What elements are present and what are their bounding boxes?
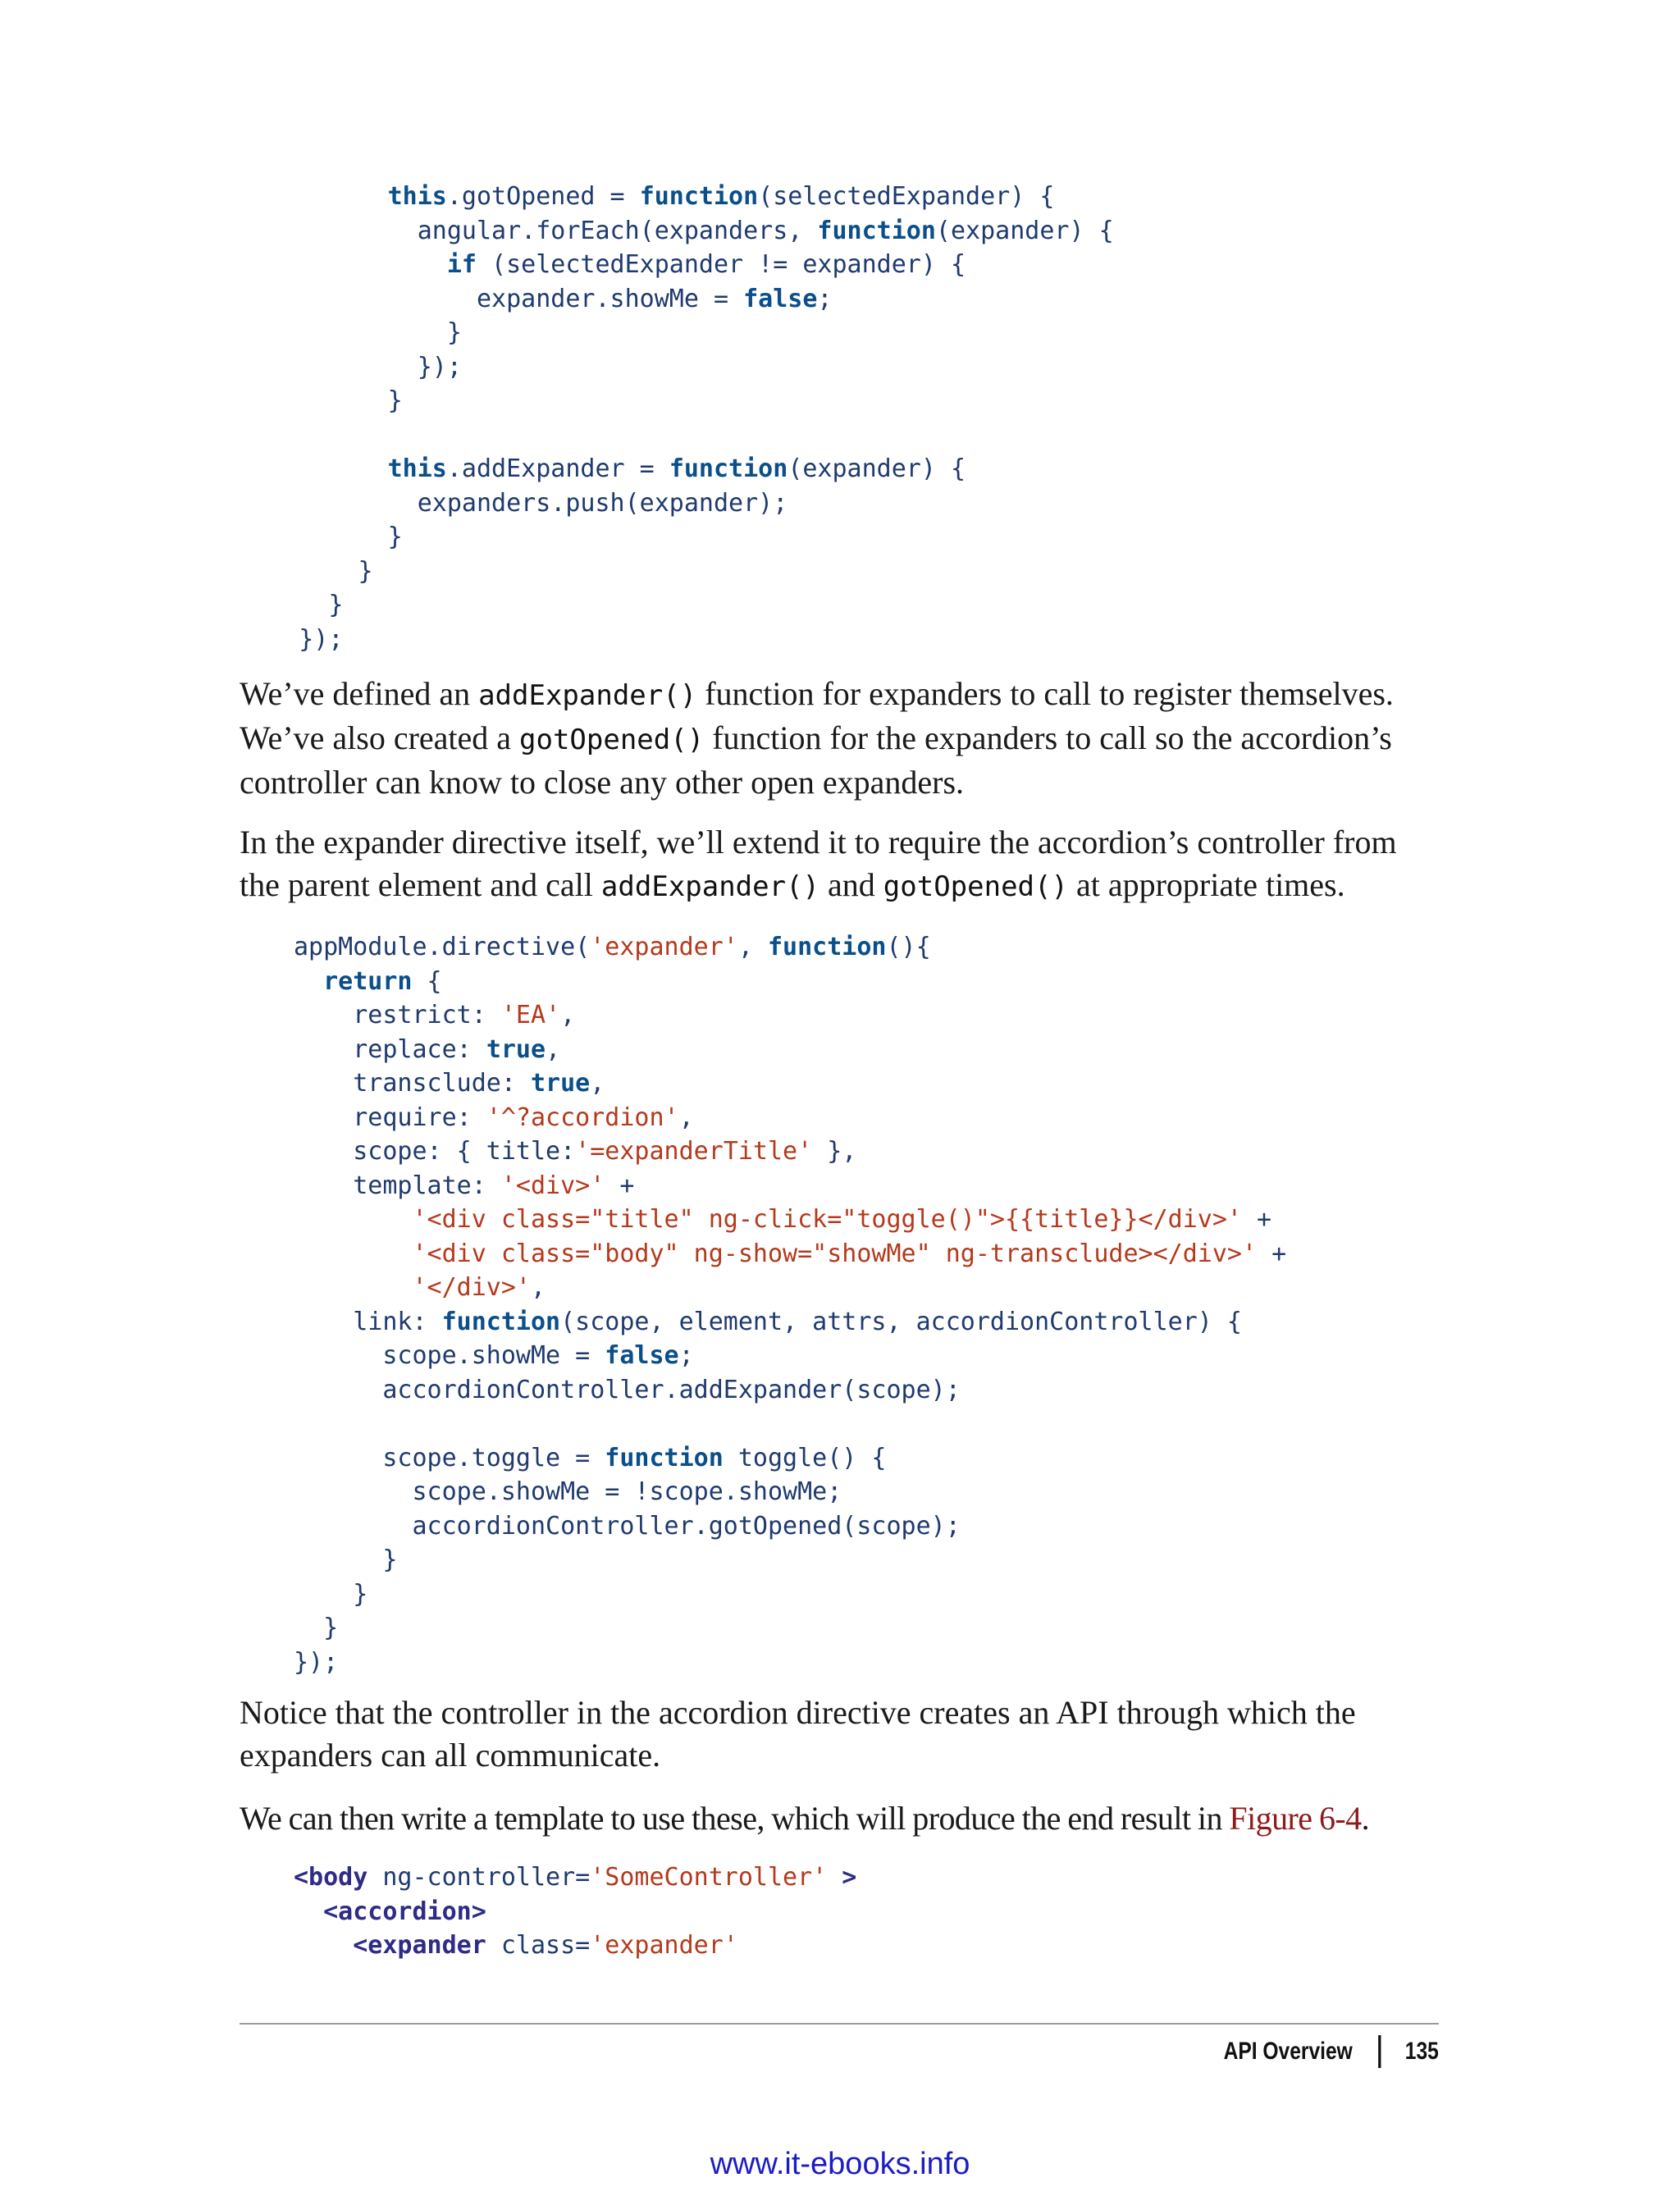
code-line — [294, 998, 1286, 1033]
text-run: We’ve defined an — [240, 675, 479, 712]
text-run: accordionController.addExpander(scope); — [294, 1375, 961, 1404]
code-token-str: 'expander' — [590, 1931, 738, 1960]
page-number: 135 — [1404, 2038, 1439, 2065]
code-line — [240, 623, 1114, 657]
code-line — [240, 282, 1114, 317]
watermark-link[interactable]: www.it-ebooks.info — [710, 2147, 970, 2181]
code-block-expander-directive — [294, 930, 1286, 1679]
code-token-kw: false — [605, 1341, 679, 1370]
text-run: , — [678, 1102, 694, 1132]
paragraph-template-intro — [240, 1797, 1439, 1840]
text-run: (){ — [886, 933, 931, 961]
text-run — [294, 1239, 413, 1268]
code-line — [240, 452, 1114, 486]
inline-code: gotOpened() — [519, 724, 705, 756]
footer-separator — [1378, 2035, 1381, 2068]
code-token-tag: <expander — [353, 1931, 486, 1960]
text-run: class= — [486, 1931, 591, 1960]
text-run: , — [546, 1034, 561, 1064]
text-run: , — [560, 1001, 576, 1029]
text-run: function for the expanders to call so the accordion’s controller can know to close any other open expanders. — [240, 719, 1392, 801]
text-run: In the expander directive itself, we’ll extend it to require the accordion’s controller from the parent element and call — [240, 824, 1397, 903]
inline-code: addExpander() — [600, 870, 820, 903]
code-line — [240, 248, 1114, 282]
text-run: link: — [294, 1307, 442, 1336]
text-run: , — [590, 1069, 605, 1098]
code-token-tag: <body — [294, 1863, 368, 1892]
code-token-kw: function — [767, 933, 887, 961]
text-run: (expander) { — [935, 216, 1114, 245]
inline-code: gotOpened() — [883, 870, 1068, 903]
text-run: scope: { title: — [294, 1137, 576, 1166]
text-run: at appropriate times. — [1067, 866, 1345, 903]
code-block-controller — [240, 180, 1114, 656]
code-token-kw: function — [605, 1443, 724, 1472]
text-run: template: — [294, 1171, 501, 1200]
inline-code: addExpander() — [478, 679, 697, 712]
code-line — [240, 214, 1114, 249]
text-run: } — [294, 1579, 368, 1609]
code-token-kw: false — [743, 284, 818, 313]
code-line — [294, 1101, 1286, 1135]
paragraph-api-notice — [240, 1691, 1439, 1777]
text-run: and — [819, 866, 883, 903]
code-line — [294, 1577, 1286, 1612]
text-run: , — [737, 933, 768, 961]
paragraph-expander-directive — [240, 821, 1439, 908]
code-token-kw: true — [530, 1069, 591, 1098]
text-run — [294, 1931, 353, 1960]
text-run: } — [240, 386, 403, 415]
figure-reference-link[interactable]: Figure 6-4 — [1229, 1800, 1362, 1837]
text-run — [294, 1205, 413, 1234]
text-run: ; — [817, 284, 833, 313]
code-line — [294, 1203, 1286, 1237]
code-token-kw: true — [486, 1034, 546, 1064]
text-run: expanders.push(expander); — [240, 488, 788, 518]
text-run: angular.forEach(expanders, — [240, 216, 818, 245]
code-token-str: '</div>' — [412, 1273, 531, 1302]
text-run: }); — [240, 352, 462, 381]
text-run — [294, 1897, 323, 1926]
code-token-tag: <accordion> — [323, 1897, 486, 1926]
code-line — [240, 180, 1114, 214]
code-line — [294, 1860, 856, 1895]
code-line — [294, 1929, 856, 1963]
code-token-kw: function — [639, 182, 759, 211]
code-line — [294, 1407, 1286, 1441]
code-line — [240, 486, 1114, 521]
text-run — [827, 1863, 842, 1892]
code-line — [294, 1134, 1286, 1169]
text-run: + — [605, 1171, 635, 1200]
text-run: (expander) { — [788, 454, 966, 483]
text-run: } — [240, 591, 344, 619]
code-line — [240, 418, 1114, 453]
code-token-str: 'EA' — [500, 1001, 561, 1029]
text-run — [240, 454, 388, 483]
code-token-str: '<div>' — [500, 1171, 605, 1200]
text-run: scope.showMe = !scope.showMe; — [294, 1477, 842, 1506]
code-line — [294, 1033, 1286, 1067]
text-run — [240, 182, 388, 211]
text-run: scope.showMe = — [294, 1341, 605, 1370]
text-run: ng-controller= — [368, 1863, 591, 1892]
text-run: We can then write a template to use these, which will produce the end result in — [240, 1800, 1230, 1837]
code-line — [294, 965, 1286, 999]
text-run: + — [1257, 1239, 1287, 1268]
code-token-kw: return — [323, 966, 413, 996]
text-run: . — [1361, 1800, 1370, 1837]
code-token-tag: > — [842, 1863, 857, 1892]
code-line — [240, 520, 1114, 555]
text-run: }); — [294, 1647, 339, 1677]
code-block-template — [294, 1860, 856, 1963]
code-token-str: 'SomeController' — [590, 1863, 828, 1892]
text-run: appModule.directive( — [294, 933, 591, 961]
code-line — [294, 1271, 1286, 1305]
text-run: toggle() { — [723, 1443, 887, 1472]
text-run: }); — [240, 624, 344, 654]
text-run: }, — [812, 1137, 857, 1166]
text-run: Notice that the controller in the accordion directive creates an API through which the expanders can all communicate. — [240, 1694, 1356, 1774]
code-line — [294, 1441, 1286, 1476]
page-footer — [1224, 2035, 1439, 2068]
text-run: } — [240, 556, 373, 586]
text-run: restrict: — [294, 1001, 501, 1029]
code-line — [240, 555, 1114, 589]
code-token-str: '^?accordion' — [486, 1102, 679, 1132]
code-line — [294, 1373, 1286, 1408]
text-run: function for expanders to call to register themselves. We’ve also created a — [240, 675, 1394, 756]
text-run: , — [531, 1273, 546, 1302]
text-run: + — [1241, 1205, 1272, 1234]
code-line — [294, 1305, 1286, 1340]
code-line — [294, 930, 1286, 965]
code-line — [294, 1646, 1286, 1680]
text-run: require: — [294, 1102, 486, 1132]
text-run: replace: — [294, 1034, 486, 1064]
text-run: scope.toggle = — [294, 1443, 605, 1472]
code-line — [294, 1066, 1286, 1101]
code-token-str: '=expanderTitle' — [575, 1137, 813, 1166]
code-line — [294, 1169, 1286, 1203]
text-run: } — [294, 1614, 339, 1642]
text-run — [294, 1273, 413, 1302]
text-run — [294, 967, 323, 996]
code-token-kw: function — [817, 216, 936, 245]
code-line — [294, 1543, 1286, 1577]
code-line — [294, 1237, 1286, 1271]
code-token-kw: function — [669, 454, 788, 483]
footer-rule — [240, 2023, 1439, 2025]
footer-section-title: API Overview — [1223, 2038, 1353, 2065]
text-run: } — [240, 523, 403, 551]
code-token-kw: this — [387, 454, 447, 483]
text-run: accordionController.gotOpened(scope); — [294, 1511, 961, 1541]
code-token-str: '<div class="body" ng-show="showMe" ng-transclude></div>' — [412, 1239, 1258, 1268]
code-line — [240, 350, 1114, 385]
text-run: ; — [678, 1341, 694, 1370]
text-run — [240, 250, 447, 279]
code-line — [294, 1475, 1286, 1509]
code-line — [294, 1895, 856, 1929]
code-line — [240, 316, 1114, 350]
code-line — [294, 1339, 1286, 1373]
text-run: (scope, element, attrs, accordionController) { — [560, 1307, 1242, 1336]
text-run: } — [294, 1545, 398, 1574]
code-line — [240, 588, 1114, 623]
text-run: .gotOpened = — [446, 182, 640, 211]
text-run: expander.showMe = — [240, 284, 744, 313]
code-line — [294, 1611, 1286, 1646]
paragraph-addexpander — [240, 673, 1439, 804]
code-token-str: 'expander' — [590, 933, 738, 961]
text-run: { — [412, 966, 442, 996]
code-token-str: '<div class="title" ng-click="toggle()">{{title}}</div>' — [412, 1205, 1242, 1234]
text-run: transclude: — [294, 1069, 531, 1098]
text-run: (selectedExpander != expander) { — [477, 250, 966, 279]
code-token-kw: this — [387, 182, 447, 211]
code-token-kw: function — [441, 1307, 561, 1336]
code-token-kw: if — [446, 250, 477, 279]
text-run: } — [240, 318, 462, 347]
text-run: (selectedExpander) { — [758, 182, 1055, 211]
text-run: .addExpander = — [446, 454, 669, 483]
code-line — [240, 384, 1114, 418]
code-line — [294, 1509, 1286, 1544]
